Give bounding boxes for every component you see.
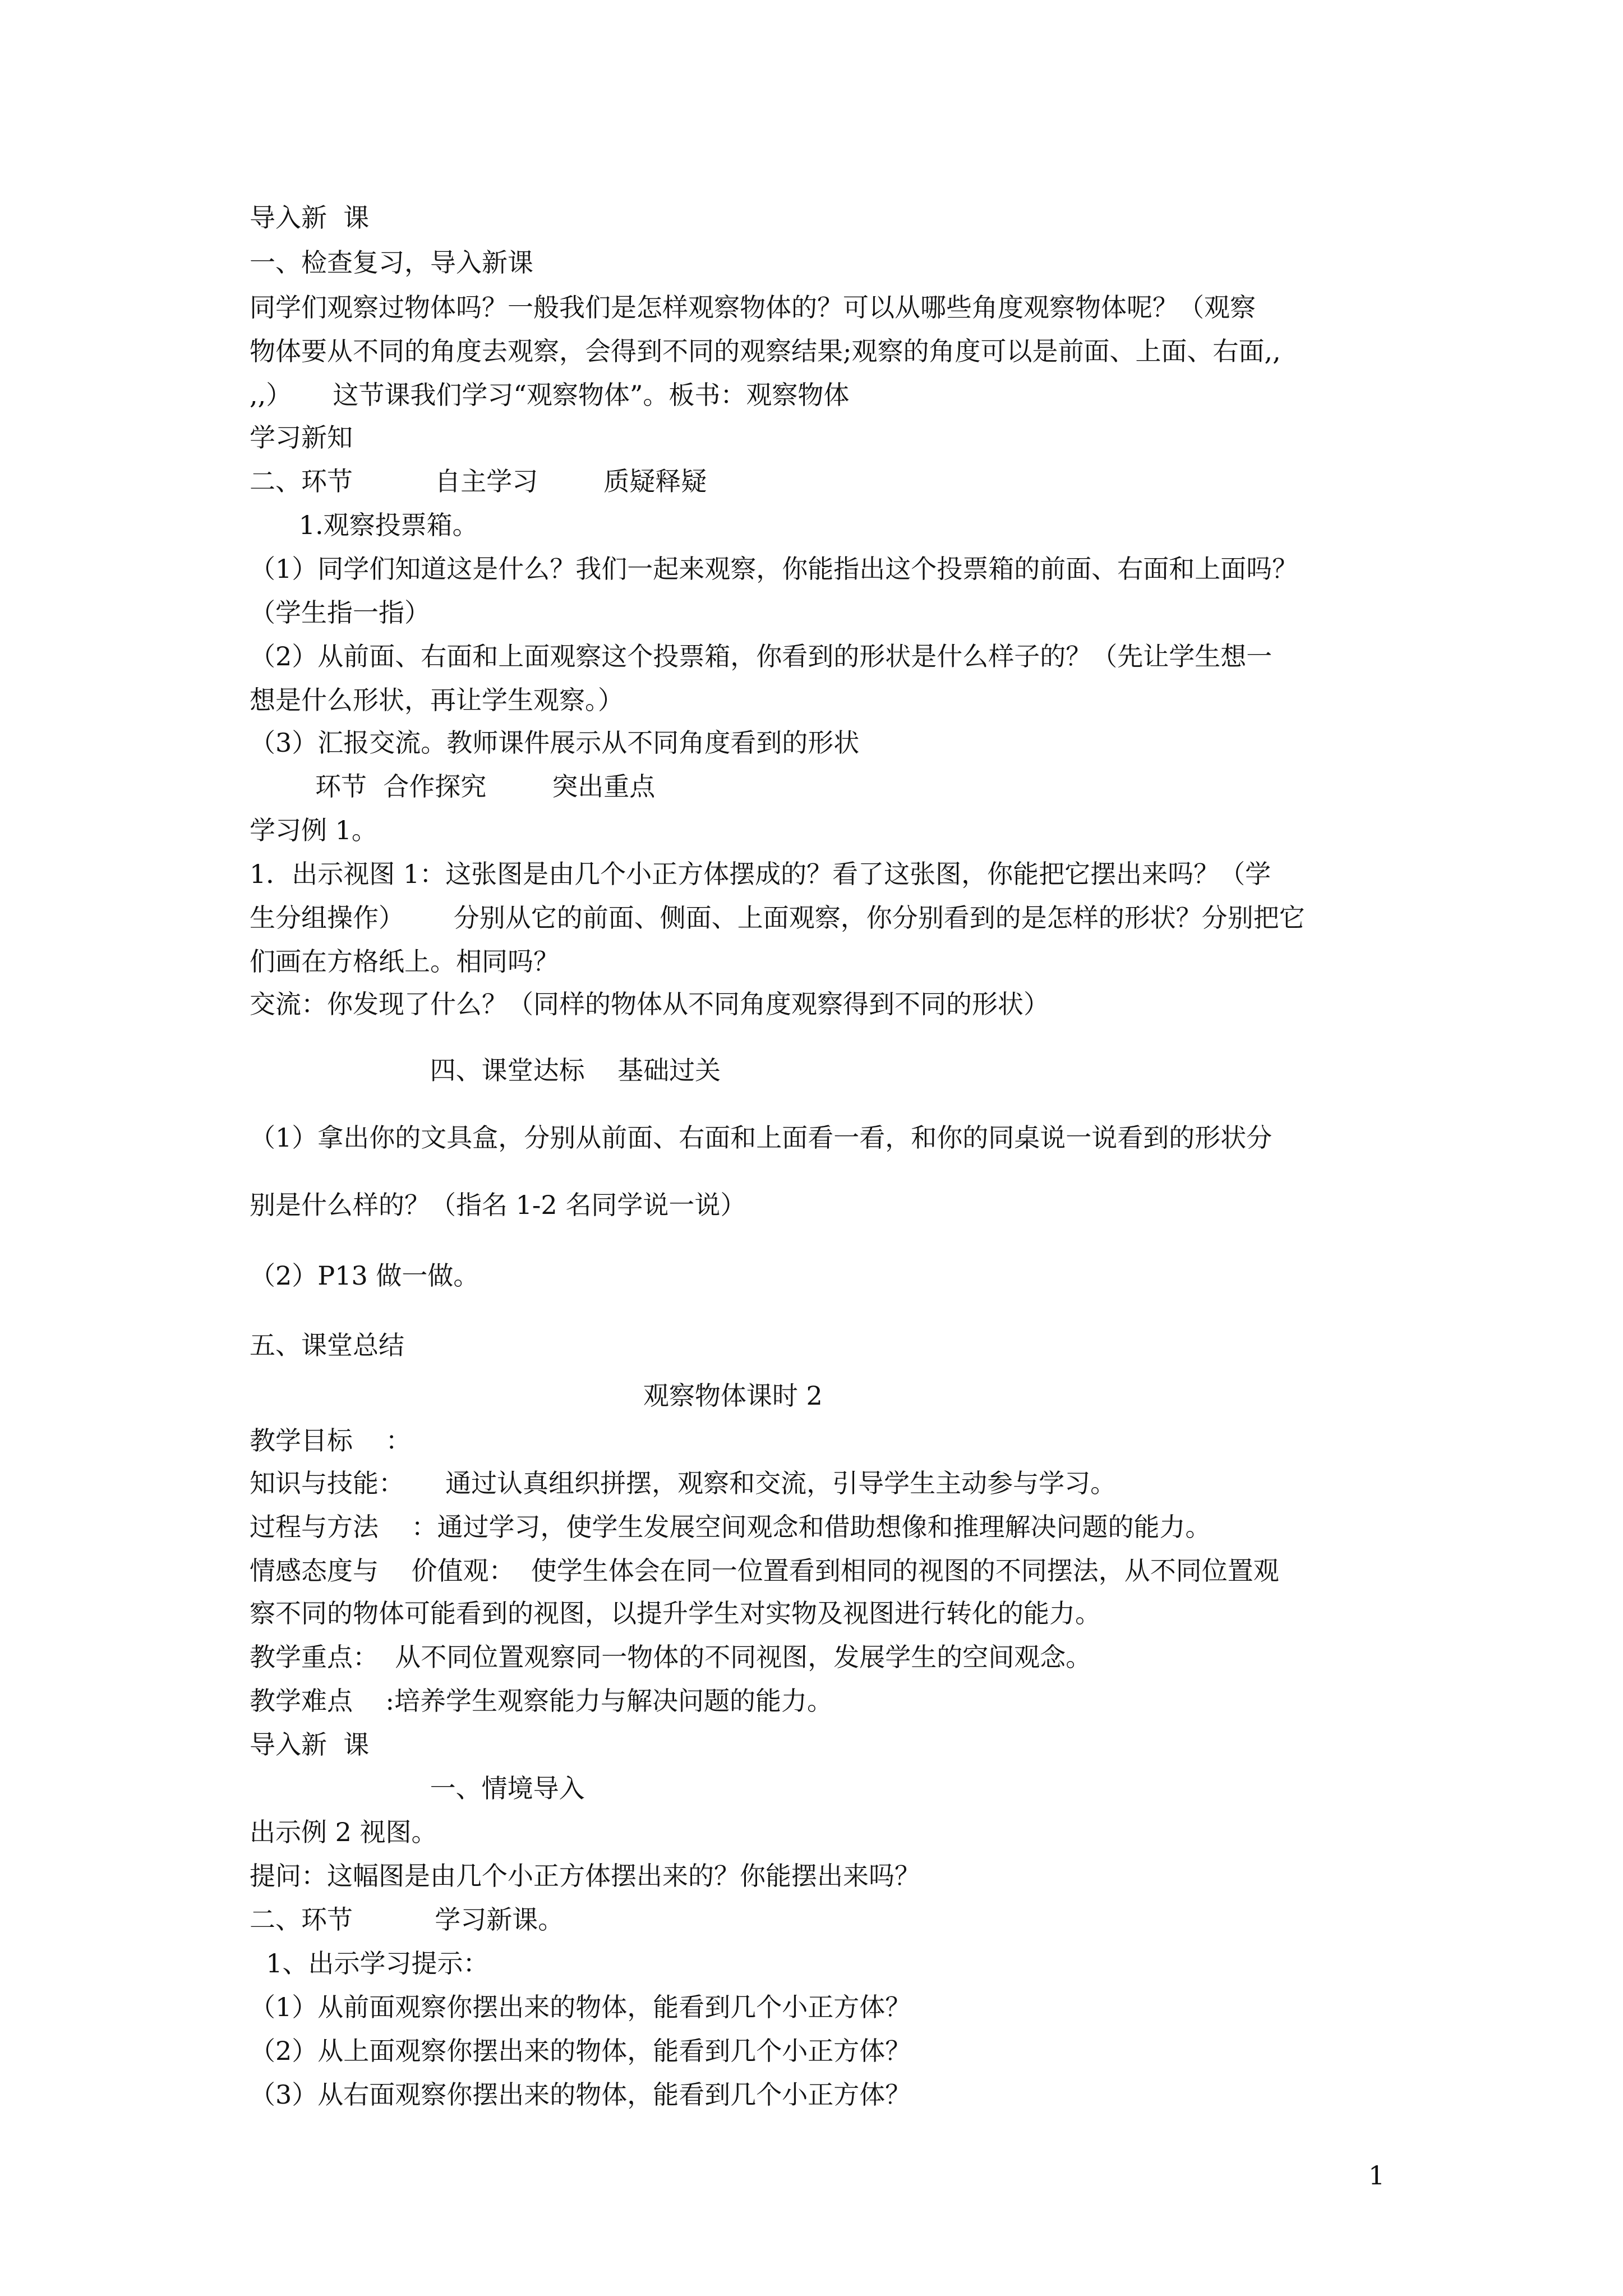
text-line: 同学们观察过物体吗？一般我们是怎样观察物体的？可以从哪些角度观察物体呢？（观察 [250,292,1256,323]
text-line: 们画在方格纸上。相同吗？ [250,946,559,977]
text-line: 知识与技能： 通过认真组织拼摆，观察和交流，引导学生主动参与学习。 [250,1468,1117,1498]
text-line: 二、环节 自主学习 质疑释疑 [250,466,707,496]
text-line: 察不同的物体可能看到的视图，以提升学生对实物及视图进行转化的能力。 [250,1598,1101,1628]
text-line: （1）从前面观察你摆出来的物体，能看到几个小正方体？ [250,1992,911,2022]
text-line: （3）从右面观察你摆出来的物体，能看到几个小正方体？ [250,2079,911,2110]
text-line: 一、检查复习，导入新课 [250,247,533,278]
text-line: 情感态度与 价值观： 使学生体会在同一位置看到相同的视图的不同摆法，从不同位置观 [250,1556,1279,1586]
text-line: 环节 合作探究 突出重点 [250,771,656,802]
text-line: （2）从前面、右面和上面观察这个投票箱，你看到的形状是什么样子的？（先让学生想一 [250,641,1272,671]
text-line: 二、环节 学习新课。 [250,1904,564,1935]
section-heading: 四、课堂达标 基础过关 [250,1055,721,1085]
text-line: 出示例 2 视图。 [250,1817,437,1847]
text-line: 生分组操作） 分别从它的前面、侧面、上面观察，你分别看到的是怎样的形状？分别把它 [250,903,1305,933]
text-line: （1）同学们知道这是什么？我们一起来观察，你能指出这个投票箱的前面、右面和上面吗？ [250,554,1298,584]
text-line: 交流：你发现了什么？（同样的物体从不同角度观察得到不同的形状） [250,989,1049,1019]
text-line: 导入新 课 [250,1729,370,1760]
text-line: 教学目标 ： [250,1425,412,1456]
text-line: 1、出示学习提示： [250,1948,489,1978]
text-line: （学生指一指） [250,597,430,628]
text-line: 学习新知 [250,422,353,453]
text-line: （1）拿出你的文具盒，分别从前面、右面和上面看一看，和你的同桌说一说看到的形状分 [250,1122,1272,1153]
text-line: 五、课堂总结 [250,1330,404,1360]
text-line: 提问：这幅图是由几个小正方体摆出来的？你能摆出来吗？ [250,1861,920,1891]
text-line: 一、情境导入 [250,1773,585,1803]
text-line: 想是什么形状，再让学生观察。） [250,685,624,715]
text-line: 导入新 课 [250,203,370,233]
text-line: 物体要从不同的角度去观察，会得到不同的观察结果;观察的角度可以是前面、上面、右面,, [250,336,1281,366]
text-line: ,,） 这节课我们学习“观察物体”。板书：观察物体 [250,380,850,410]
section-title: 观察物体课时 2 [250,1381,823,1411]
text-line: （3）汇报交流。教师课件展示从不同角度看到的形状 [250,728,860,758]
text-line: 学习例 1。 [250,815,377,845]
text-line: 别是什么样的？（指名 1-2 名同学说一说） [250,1190,746,1220]
text-line: 1．出示视图 1：这张图是由几个小正方体摆成的？看了这张图，你能把它摆出来吗？（学 [250,859,1271,889]
text-line: 教学难点 :培养学生观察能力与解决问题的能力。 [250,1686,833,1716]
text-line: （2）从上面观察你摆出来的物体，能看到几个小正方体？ [250,2036,911,2066]
text-line: （2）P13 做一做。 [250,1260,479,1291]
text-line: 过程与方法 ：通过学习，使学生发展空间观念和借助想像和推理解决问题的能力。 [250,1512,1211,1542]
page-number: 1 [1368,2160,1385,2191]
text-line: 1.观察投票箱。 [250,510,478,540]
text-line: 教学重点： 从不同位置观察同一物体的不同视图，发展学生的空间观念。 [250,1642,1092,1672]
